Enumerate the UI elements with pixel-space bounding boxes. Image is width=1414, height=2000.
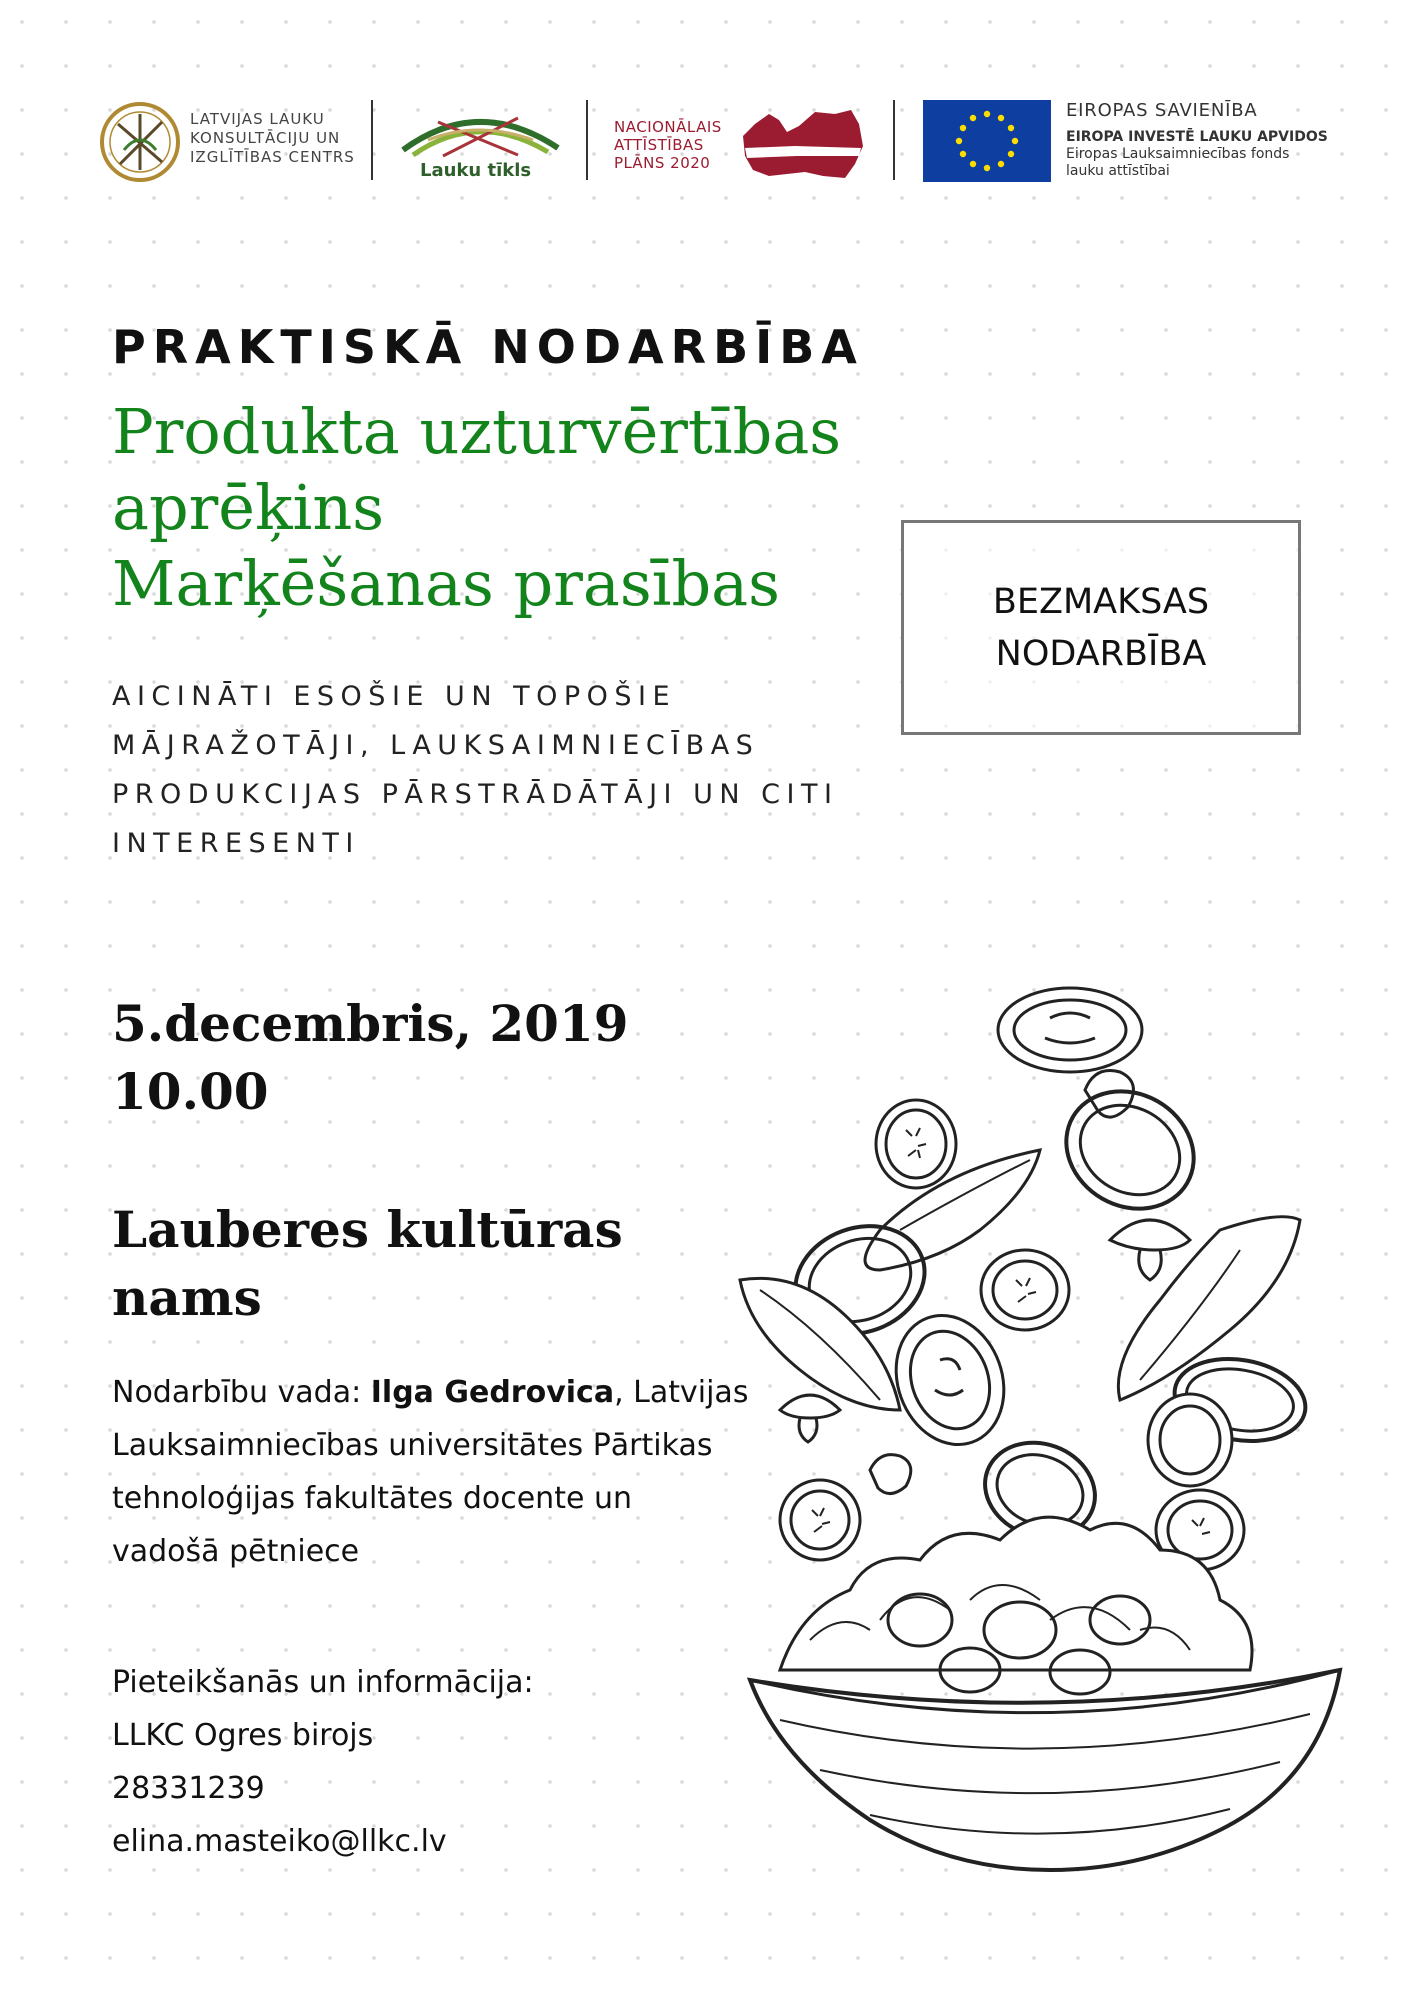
nap-name: [614, 118, 722, 172]
event-kicker: PRAKTISKĀ NODARBĪBA: [112, 320, 864, 374]
title-line-2: aprēķins: [112, 471, 385, 544]
lauku-tikls-label: Lauku tīkls: [420, 160, 532, 181]
eu-title: EIROPAS SAVIENĪBA: [1066, 100, 1258, 121]
eu-line-3: lauku attīstībai: [1066, 163, 1170, 179]
invite-line-3: PRODUKCIJAS PĀRSTRĀDĀTĀJI UN CITI: [112, 779, 839, 810]
eu-line-1: EIROPA INVESTĒ LAUKU APVIDOS: [1066, 129, 1328, 145]
lead-prefix: Nodarbību vada:: [112, 1375, 371, 1410]
event-venue: [112, 1196, 623, 1332]
lead-suffix: , Latvijas: [614, 1375, 749, 1410]
eu-line-2: Eiropas Lauksaimniecības fonds: [1066, 146, 1290, 162]
venue-line-2: nams: [112, 1268, 262, 1327]
event-lead: [112, 1366, 812, 1578]
salad-bowl-icon: [720, 980, 1360, 1900]
lead-name: Ilga Gedrovica: [370, 1375, 615, 1410]
free-event-badge: [901, 520, 1301, 735]
contact-heading: Pieteikšanās un informācija:: [112, 1665, 534, 1700]
lead-line-3: tehnoloģijas fakultātes docente un: [112, 1481, 632, 1516]
venue-line-1: Lauberes kultūras: [112, 1200, 623, 1259]
event-datetime: [112, 990, 629, 1126]
contact-office: LLKC Ogres birojs: [112, 1718, 374, 1753]
title-line-1: Produkta uzturvērtības: [112, 395, 842, 468]
nap-line-2: ATTĪSTĪBAS: [614, 136, 704, 154]
invite-line-2: MĀJRAŽOTĀJI, LAUKSAIMNIECĪBAS: [112, 730, 760, 761]
contact-email[interactable]: elina.masteiko@llkc.lv: [112, 1824, 447, 1859]
lead-line-1: [112, 1366, 812, 1419]
lead-line-4: vadošā pētniece: [112, 1534, 360, 1569]
event-date: 5.decembris, 2019: [112, 994, 629, 1053]
llkc-logo-icon: [98, 100, 182, 184]
header-divider: [586, 100, 588, 180]
contact-phone[interactable]: 28331239: [112, 1771, 265, 1806]
llkc-line-1: LATVIJAS LAUKU: [190, 110, 325, 128]
contact-info: [112, 1656, 534, 1868]
latvia-map-icon: [735, 106, 867, 182]
invite-line-4: INTERESENTI: [112, 828, 360, 859]
llkc-name: [190, 110, 355, 167]
lauku-tikls-logo-icon: [398, 100, 563, 160]
invite-line-1: AICINĀTI ESOŠIE UN TOPOŠIE: [112, 681, 677, 712]
nap-line-1: NACIONĀLAIS: [614, 118, 722, 136]
llkc-line-3: IZGLĪTĪBAS CENTRS: [190, 148, 355, 166]
eu-flag-icon: [923, 100, 1051, 182]
nap-line-3: PLĀNS 2020: [614, 154, 711, 172]
eu-text: [1066, 100, 1328, 180]
title-line-3: Marķēšanas prasības: [112, 547, 780, 620]
event-time: 10.00: [112, 1062, 269, 1121]
badge-line-1: BEZMAKSAS: [992, 581, 1210, 622]
event-title: [112, 394, 841, 622]
header-divider: [893, 100, 895, 180]
llkc-line-2: KONSULTĀCIJU UN: [190, 129, 341, 147]
header-divider: [371, 100, 373, 180]
badge-line-2: NODARBĪBA: [995, 633, 1207, 674]
invitation-text: [112, 672, 838, 868]
lead-line-2: Lauksaimniecības universitātes Pārtikas: [112, 1428, 713, 1463]
header-logos: [0, 0, 1414, 200]
